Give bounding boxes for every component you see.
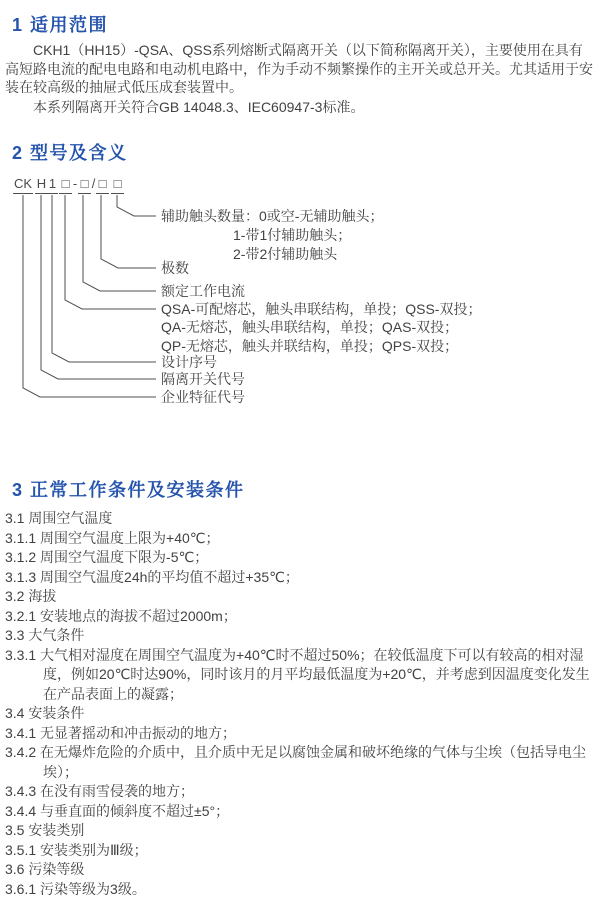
model-separator-slash: / (91, 176, 96, 193)
connector-design-number (52, 195, 156, 362)
label-rated-current: 额定工作电流 (161, 283, 245, 299)
spec-item: 3.4.3 在没有雨雪侵袭的地方； (5, 782, 613, 802)
spec-item: 3.3.1 大气相对湿度在周围空气温度为+40℃时不超过50%；在较低温度下可以有较高的相对湿 (5, 646, 613, 666)
spec-item: 3.6.1 污染等级为3级。 (5, 880, 613, 899)
spec-item: 3.1.3 周围空气温度24h的平均值不超过+35℃； (5, 568, 613, 588)
model-segment-ck: CK (13, 176, 33, 194)
connector-switch-code (41, 195, 156, 379)
section1-title: 1 适用范围 (12, 11, 108, 37)
spec-item: 3.5.1 安装类别为Ⅲ级； (5, 841, 613, 861)
model-separator-dash: - (72, 176, 78, 193)
paragraph-line: 高短路电流的配电电路和电动机电路中，作为手动不频繁操作的主开关或总开关。尤其适用于安 (5, 60, 593, 79)
section3-title: 3 正常工作条件及安装条件 (12, 476, 245, 502)
connector-aux-contacts (117, 195, 156, 216)
connector-rated-current (83, 195, 156, 291)
spec-item: 3.3 大气条件 (5, 626, 613, 646)
label-switch-code: 隔离开关代号 (161, 371, 245, 387)
label-type-qa: QA-无熔芯，触头串联结构，单投；QAS-双投； (161, 319, 458, 335)
section2-title: 2 型号及含义 (12, 139, 128, 165)
spec-item: 3.1 周围空气温度 (5, 509, 613, 529)
spec-item: 3.4.4 与垂直面的倾斜度不超过±5°； (5, 802, 613, 822)
model-designation-diagram (0, 176, 615, 408)
spec-item: 3.4.2 在无爆炸危险的介质中，且介质中无足以腐蚀金属和破坏绝缘的气体与尘埃（包括导电尘 (5, 743, 613, 763)
spec-item: 3.4 安装条件 (5, 704, 613, 724)
spec-item: 3.5 安装类别 (5, 821, 613, 841)
label-aux-contacts: 辅助触头数量：0或空-无辅助触头； (161, 208, 383, 224)
paragraph-line: 装在较高级的抽屉式低压成套装置中。 (5, 78, 593, 97)
label-type-qp: QP-无熔芯，触头并联结构，单投；QPS-双投； (161, 338, 458, 354)
spec-item-continuation: 度，例如20℃时达90%，同时该月的月平均最低温度为+20℃，并考虑到因温度变化发生 (5, 665, 613, 685)
standards-line: 本系列隔离开关符合GB 14048.3、IEC60947-3标准。 (5, 98, 593, 117)
model-segment-box1: □ (59, 176, 72, 194)
model-segment-box4: □ (111, 176, 124, 194)
spec-item: 3.1.1 周围空气温度上限为+40℃； (5, 529, 613, 549)
spec-item: 3.2.1 安装地点的海拔不超过2000m； (5, 607, 613, 627)
label-design-number: 设计序号 (161, 354, 217, 370)
section1-paragraph (5, 41, 593, 117)
paragraph-line: CKH1（HH15）-QSA、QSS系列熔断式隔离开关（以下简称隔离开关），主要使用在具有 (5, 41, 593, 60)
spec-item: 3.6 污染等级 (5, 860, 613, 880)
model-segment-box3: □ (96, 176, 109, 194)
spec-item-continuation: 埃）； (5, 763, 613, 783)
connector-enterprise-code (23, 195, 156, 397)
model-segment-1: 1 (47, 176, 58, 194)
label-aux-option-1: 1-带1付辅助触头； (233, 227, 351, 243)
spec-item: 3.4.1 无显著摇动和冲击振动的地方； (5, 724, 613, 744)
connector-structure-type (65, 195, 156, 309)
label-poles: 极数 (161, 260, 189, 276)
section3-conditions-list (5, 509, 613, 899)
model-segment-box2: □ (78, 176, 91, 194)
connector-poles (101, 195, 156, 268)
label-enterprise-code: 企业特征代号 (161, 389, 245, 405)
label-type-qsa: QSA-可配熔芯，触头串联结构，单投；QSS-双投； (161, 301, 481, 317)
spec-item: 3.1.2 周围空气温度下限为-5℃； (5, 548, 613, 568)
spec-item: 3.2 海拔 (5, 587, 613, 607)
spec-item-continuation: 在产品表面上的凝露； (5, 685, 613, 705)
model-segment-h: H (35, 176, 48, 194)
label-aux-option-2: 2-带2付辅助触头 (233, 246, 337, 262)
